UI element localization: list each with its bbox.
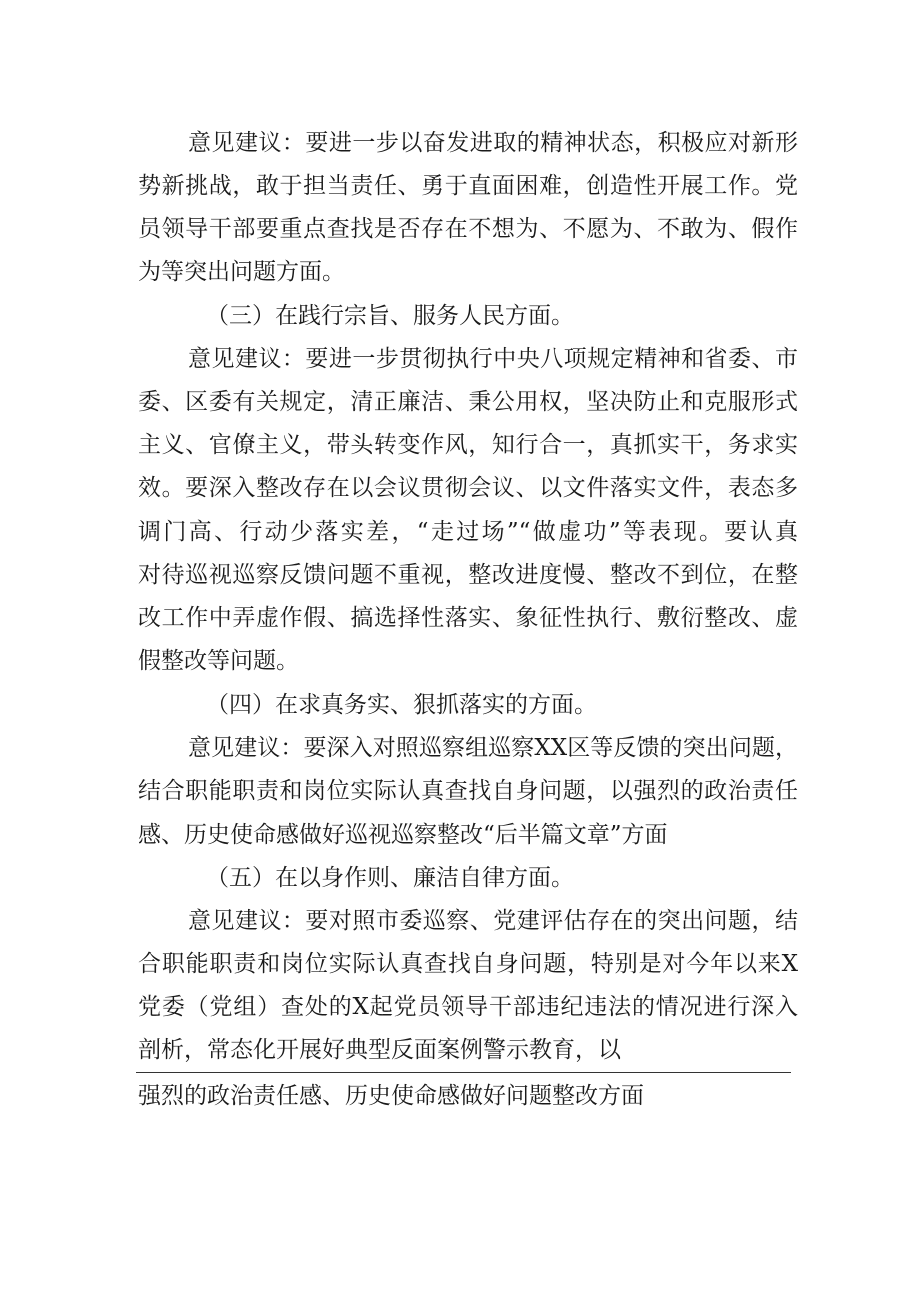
body-text-line: 对待巡视巡察反馈问题不重视，整改进度慢、整改不到位，在整	[138, 562, 798, 588]
body-text-line: 意见建议：要对照市委巡察、党建评估存在的突出问题，结	[188, 908, 798, 934]
body-text-line: 合职能职责和岗位实际认真查找自身问题，特别是对今年以来X	[138, 951, 798, 977]
body-text-line: 党委（党组）查处的X起党员领导干部违纪违法的情况进行深入	[138, 994, 798, 1020]
body-text-line: 效。要深入整改存在以会议贯彻会议、以文件落实文件，表态多	[138, 475, 798, 501]
body-text-line: 假整改等问题。	[138, 648, 299, 674]
body-text-line: 意见建议：要进一步以奋发进取的精神状态，积极应对新形	[188, 130, 798, 156]
horizontal-divider	[136, 1072, 791, 1073]
body-text-line: 员领导干部要重点查找是否存在不想为、不愿为、不敢为、假作	[138, 216, 798, 242]
body-text-line: 势新挑战，敢于担当责任、勇于直面困难，创造性开展工作。党	[138, 173, 798, 199]
body-text-line: 改工作中弄虚作假、搞选择性落实、象征性执行、敷衍整改、虚	[138, 605, 798, 631]
body-text-line: 意见建议：要进一步贯彻执行中央八项规定精神和省委、市	[188, 346, 798, 372]
body-text-line: 调门高、行动少落实差，“走过场”“做虚功”等表现。要认真	[138, 519, 798, 545]
body-text-line: 感、历史使命感做好巡视巡察整改“后半篇文章”方面	[138, 822, 668, 848]
section-heading: （三）在践行宗旨、服务人民方面。	[206, 303, 574, 329]
section-heading: （五）在以身作则、廉洁自律方面。	[206, 865, 574, 891]
body-text-line: 为等突出问题方面。	[138, 259, 345, 285]
body-text-line: 结合职能职责和岗位实际认真查找自身问题，以强烈的政治责任	[138, 778, 798, 804]
body-text-line: 意见建议：要深入对照巡察组巡察XX区等反馈的突出问题，	[188, 735, 798, 761]
body-text-line: 剖析，常态化开展好典型反面案例警示教育，以	[138, 1037, 621, 1063]
body-text-line: 委、区委有关规定，清正廉洁、秉公用权，坚决防止和克服形式	[138, 389, 798, 415]
section-heading: （四）在求真务实、狠抓落实的方面。	[206, 692, 597, 718]
body-text-line: 主义、官僚主义，带头转变作风，知行合一，真抓实干，务求实	[138, 432, 798, 458]
body-text-line: 强烈的政治责任感、历史使命感做好问题整改方面	[138, 1083, 644, 1109]
